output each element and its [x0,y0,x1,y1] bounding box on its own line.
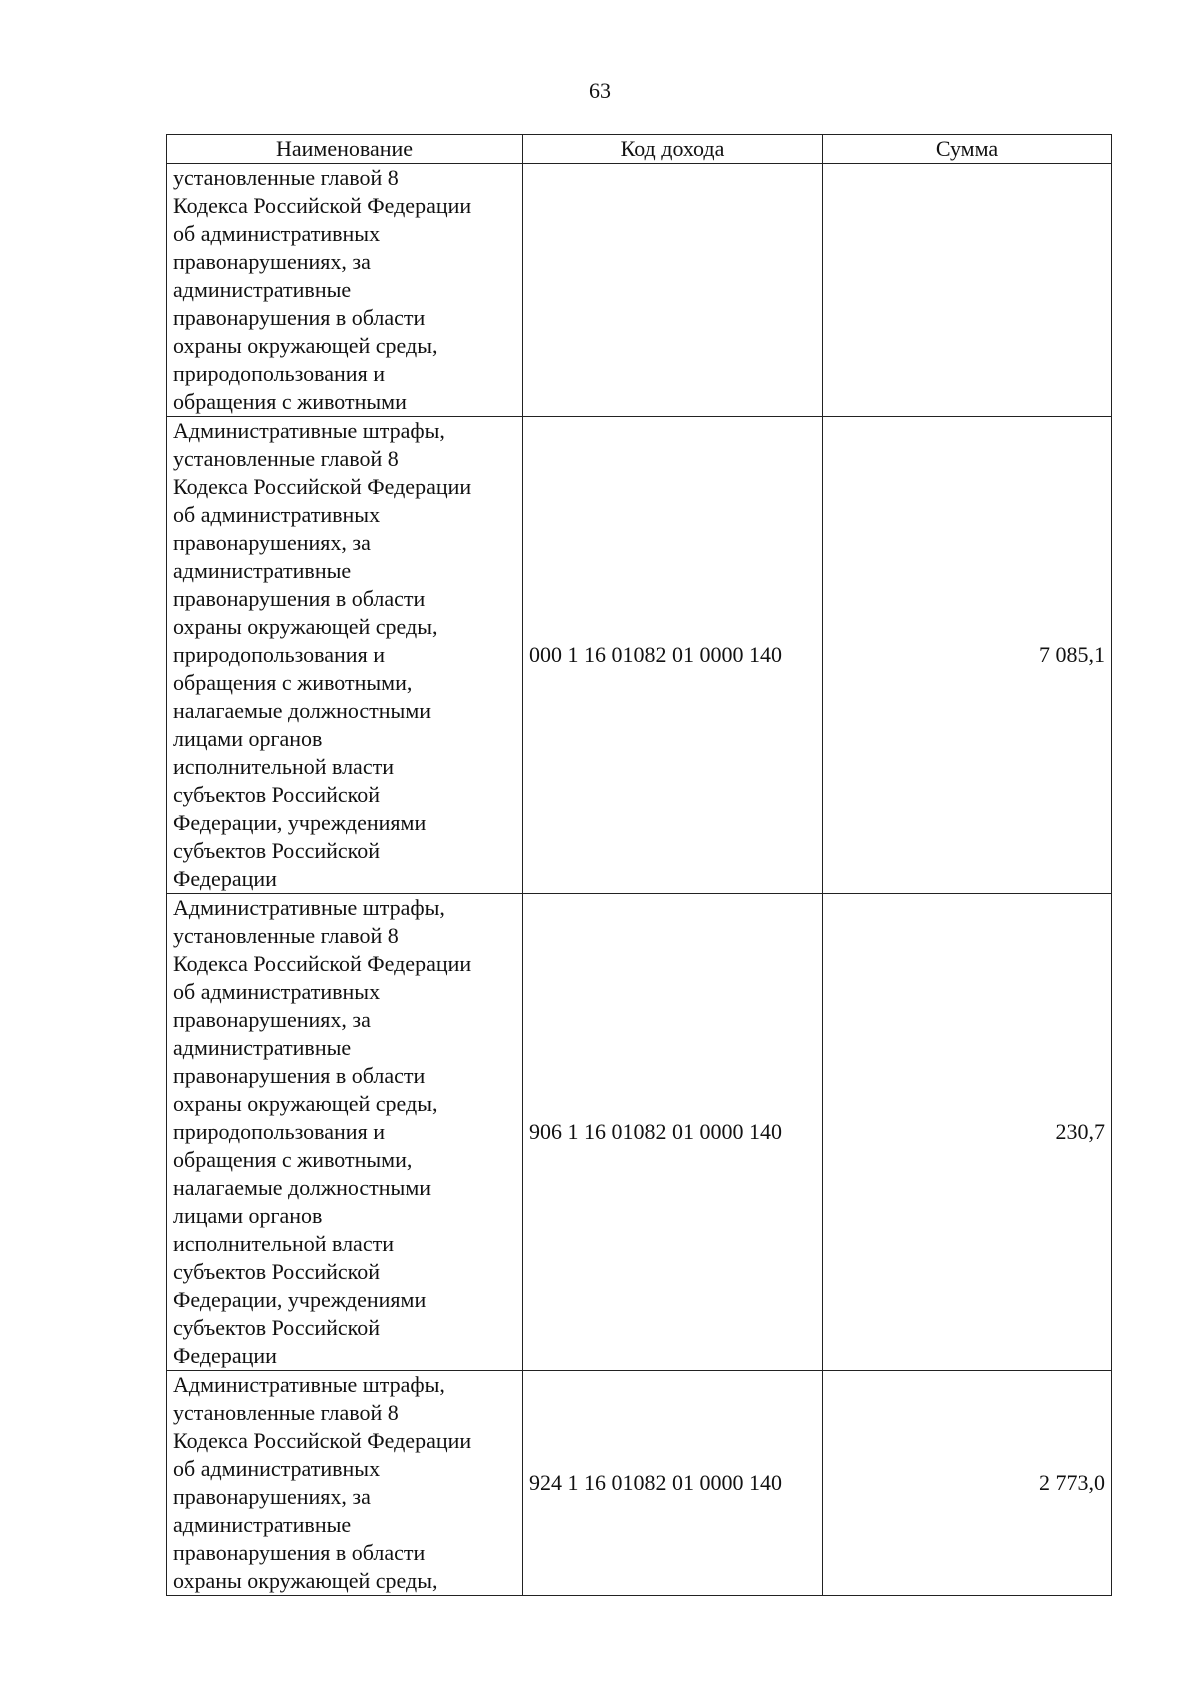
revenue-table [166,134,1112,1596]
row-sum-cell: 230,7 [823,894,1112,1371]
row-name-cell: установленные главой 8 Кодекса Российской Федерации об административных правонарушениях, за административные правонарушения в области охраны окружающей среды, природопользования и обращения с животными [167,164,523,417]
table-row [167,1371,1112,1596]
table-row [167,894,1112,1371]
row-name-cell: Административные штрафы, установленные главой 8 Кодекса Российской Федерации об административных правонарушениях, за административные правонарушения в области охраны окружающей среды, природопользования и обращения с животными, налагаемые должностными лицами органов исполнительной власти субъектов Российской Федерации, учреждениями субъектов Российской Федерации [167,417,523,894]
table-header-row [167,135,1112,164]
row-name-cell: Административные штрафы, установленные главой 8 Кодекса Российской Федерации об административных правонарушениях, за административные правонарушения в области охраны окружающей среды, природопользования и обращения с животными, налагаемые должностными лицами органов исполнительной власти субъектов Российской Федерации, учреждениями субъектов Российской Федерации [167,894,523,1371]
row-name-cell: Административные штрафы, установленные главой 8 Кодекса Российской Федерации об административных правонарушениях, за административные правонарушения в области охраны окружающей среды, [167,1371,523,1596]
row-code-cell [523,164,823,417]
page-number: 63 [589,78,611,103]
header-income-code: Код дохода [523,135,823,164]
row-code-cell: 906 1 16 01082 01 0000 140 [523,894,823,1371]
header-sum: Сумма [823,135,1112,164]
header-name: Наименование [167,135,523,164]
table-row [167,417,1112,894]
row-sum-cell [823,164,1112,417]
row-sum-cell: 7 085,1 [823,417,1112,894]
row-code-cell: 000 1 16 01082 01 0000 140 [523,417,823,894]
table-row [167,164,1112,417]
row-sum-cell: 2 773,0 [823,1371,1112,1596]
row-code-cell: 924 1 16 01082 01 0000 140 [523,1371,823,1596]
